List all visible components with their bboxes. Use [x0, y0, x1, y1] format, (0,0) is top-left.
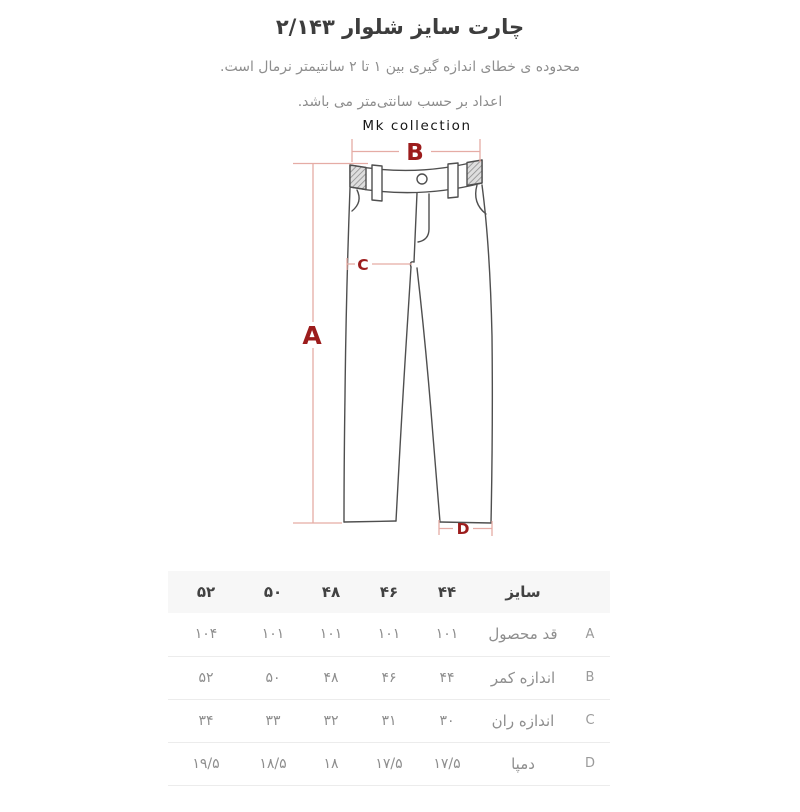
cell-value: ۳۱	[360, 699, 418, 742]
header-size-44: ۴۴	[418, 571, 476, 613]
units-note: اعداد بر حسب سانتی‌متر می باشد.	[297, 94, 503, 110]
row-label: قد محصول	[476, 613, 570, 656]
header-size-52: ۵۲	[168, 571, 244, 613]
size-table-header-row	[168, 571, 610, 613]
left-outer-seam	[344, 188, 350, 522]
measure-letters	[302, 140, 469, 538]
pants-diagram	[0, 114, 800, 538]
belt-loop-left	[372, 165, 382, 201]
table-row-a	[168, 613, 610, 656]
cell-value: ۵۲	[168, 656, 244, 699]
header-letter-cell	[570, 571, 610, 613]
cell-value: ۱۰۱	[302, 613, 360, 656]
right-inner-seam	[417, 268, 440, 522]
cell-value: ۱۰۱	[244, 613, 302, 656]
cell-value: ۴۸	[302, 656, 360, 699]
header-size-50: ۵۰	[244, 571, 302, 613]
belt-loop-right	[448, 163, 458, 198]
cell-value: ۱۸	[302, 742, 360, 785]
header-size-label: سایز	[476, 571, 570, 613]
waistband-cap-right	[467, 160, 482, 186]
page-title: چارت سایز شلوار ۲/۱۴۳	[275, 15, 525, 39]
measure-label-a: A	[302, 321, 322, 350]
cell-value: ۱۰۱	[360, 613, 418, 656]
cell-value: ۳۰	[418, 699, 476, 742]
measure-label-c: C	[357, 256, 369, 274]
measure-lines	[293, 139, 492, 536]
cell-value: ۴۶	[360, 656, 418, 699]
cell-value: ۱۹/۵	[168, 742, 244, 785]
pocket-left	[352, 190, 359, 211]
row-letter: A	[570, 613, 610, 656]
header-size-46: ۴۶	[360, 571, 418, 613]
cell-value: ۳۲	[302, 699, 360, 742]
left-hem	[344, 521, 396, 522]
cell-value: ۵۰	[244, 656, 302, 699]
measure-label-d: D	[456, 520, 470, 538]
cell-value: ۱۸/۵	[244, 742, 302, 785]
right-outer-seam	[482, 185, 492, 523]
cell-value: ۴۴	[418, 656, 476, 699]
measure-label-b: B	[406, 140, 424, 166]
row-label: اندازه کمر	[476, 656, 570, 699]
table-row-d	[168, 742, 610, 785]
cell-value: ۱۷/۵	[418, 742, 476, 785]
row-letter: C	[570, 699, 610, 742]
waist-button	[417, 174, 427, 184]
front-seam	[414, 193, 417, 262]
row-label: دمپا	[476, 742, 570, 785]
cell-value: ۱۰۱	[418, 613, 476, 656]
left-inner-seam	[396, 267, 411, 521]
table-row-b	[168, 656, 610, 699]
fly-stitch	[418, 194, 429, 242]
tolerance-note: محدوده ی خطای اندازه گیری بین ۱ تا ۲ سانتیمتر نرمال است.	[220, 59, 580, 75]
row-letter: D	[570, 742, 610, 785]
brand-text: Mk collection	[362, 118, 472, 134]
waistband-cap-left	[350, 165, 366, 190]
cell-value: ۳۴	[168, 699, 244, 742]
cell-value: ۱۷/۵	[360, 742, 418, 785]
header-size-48: ۴۸	[302, 571, 360, 613]
size-table	[168, 571, 610, 786]
cell-value: ۱۰۴	[168, 613, 244, 656]
table-row-c	[168, 699, 610, 742]
cell-value: ۳۳	[244, 699, 302, 742]
row-letter: B	[570, 656, 610, 699]
row-label: اندازه ران	[476, 699, 570, 742]
pants-outline	[344, 160, 492, 523]
